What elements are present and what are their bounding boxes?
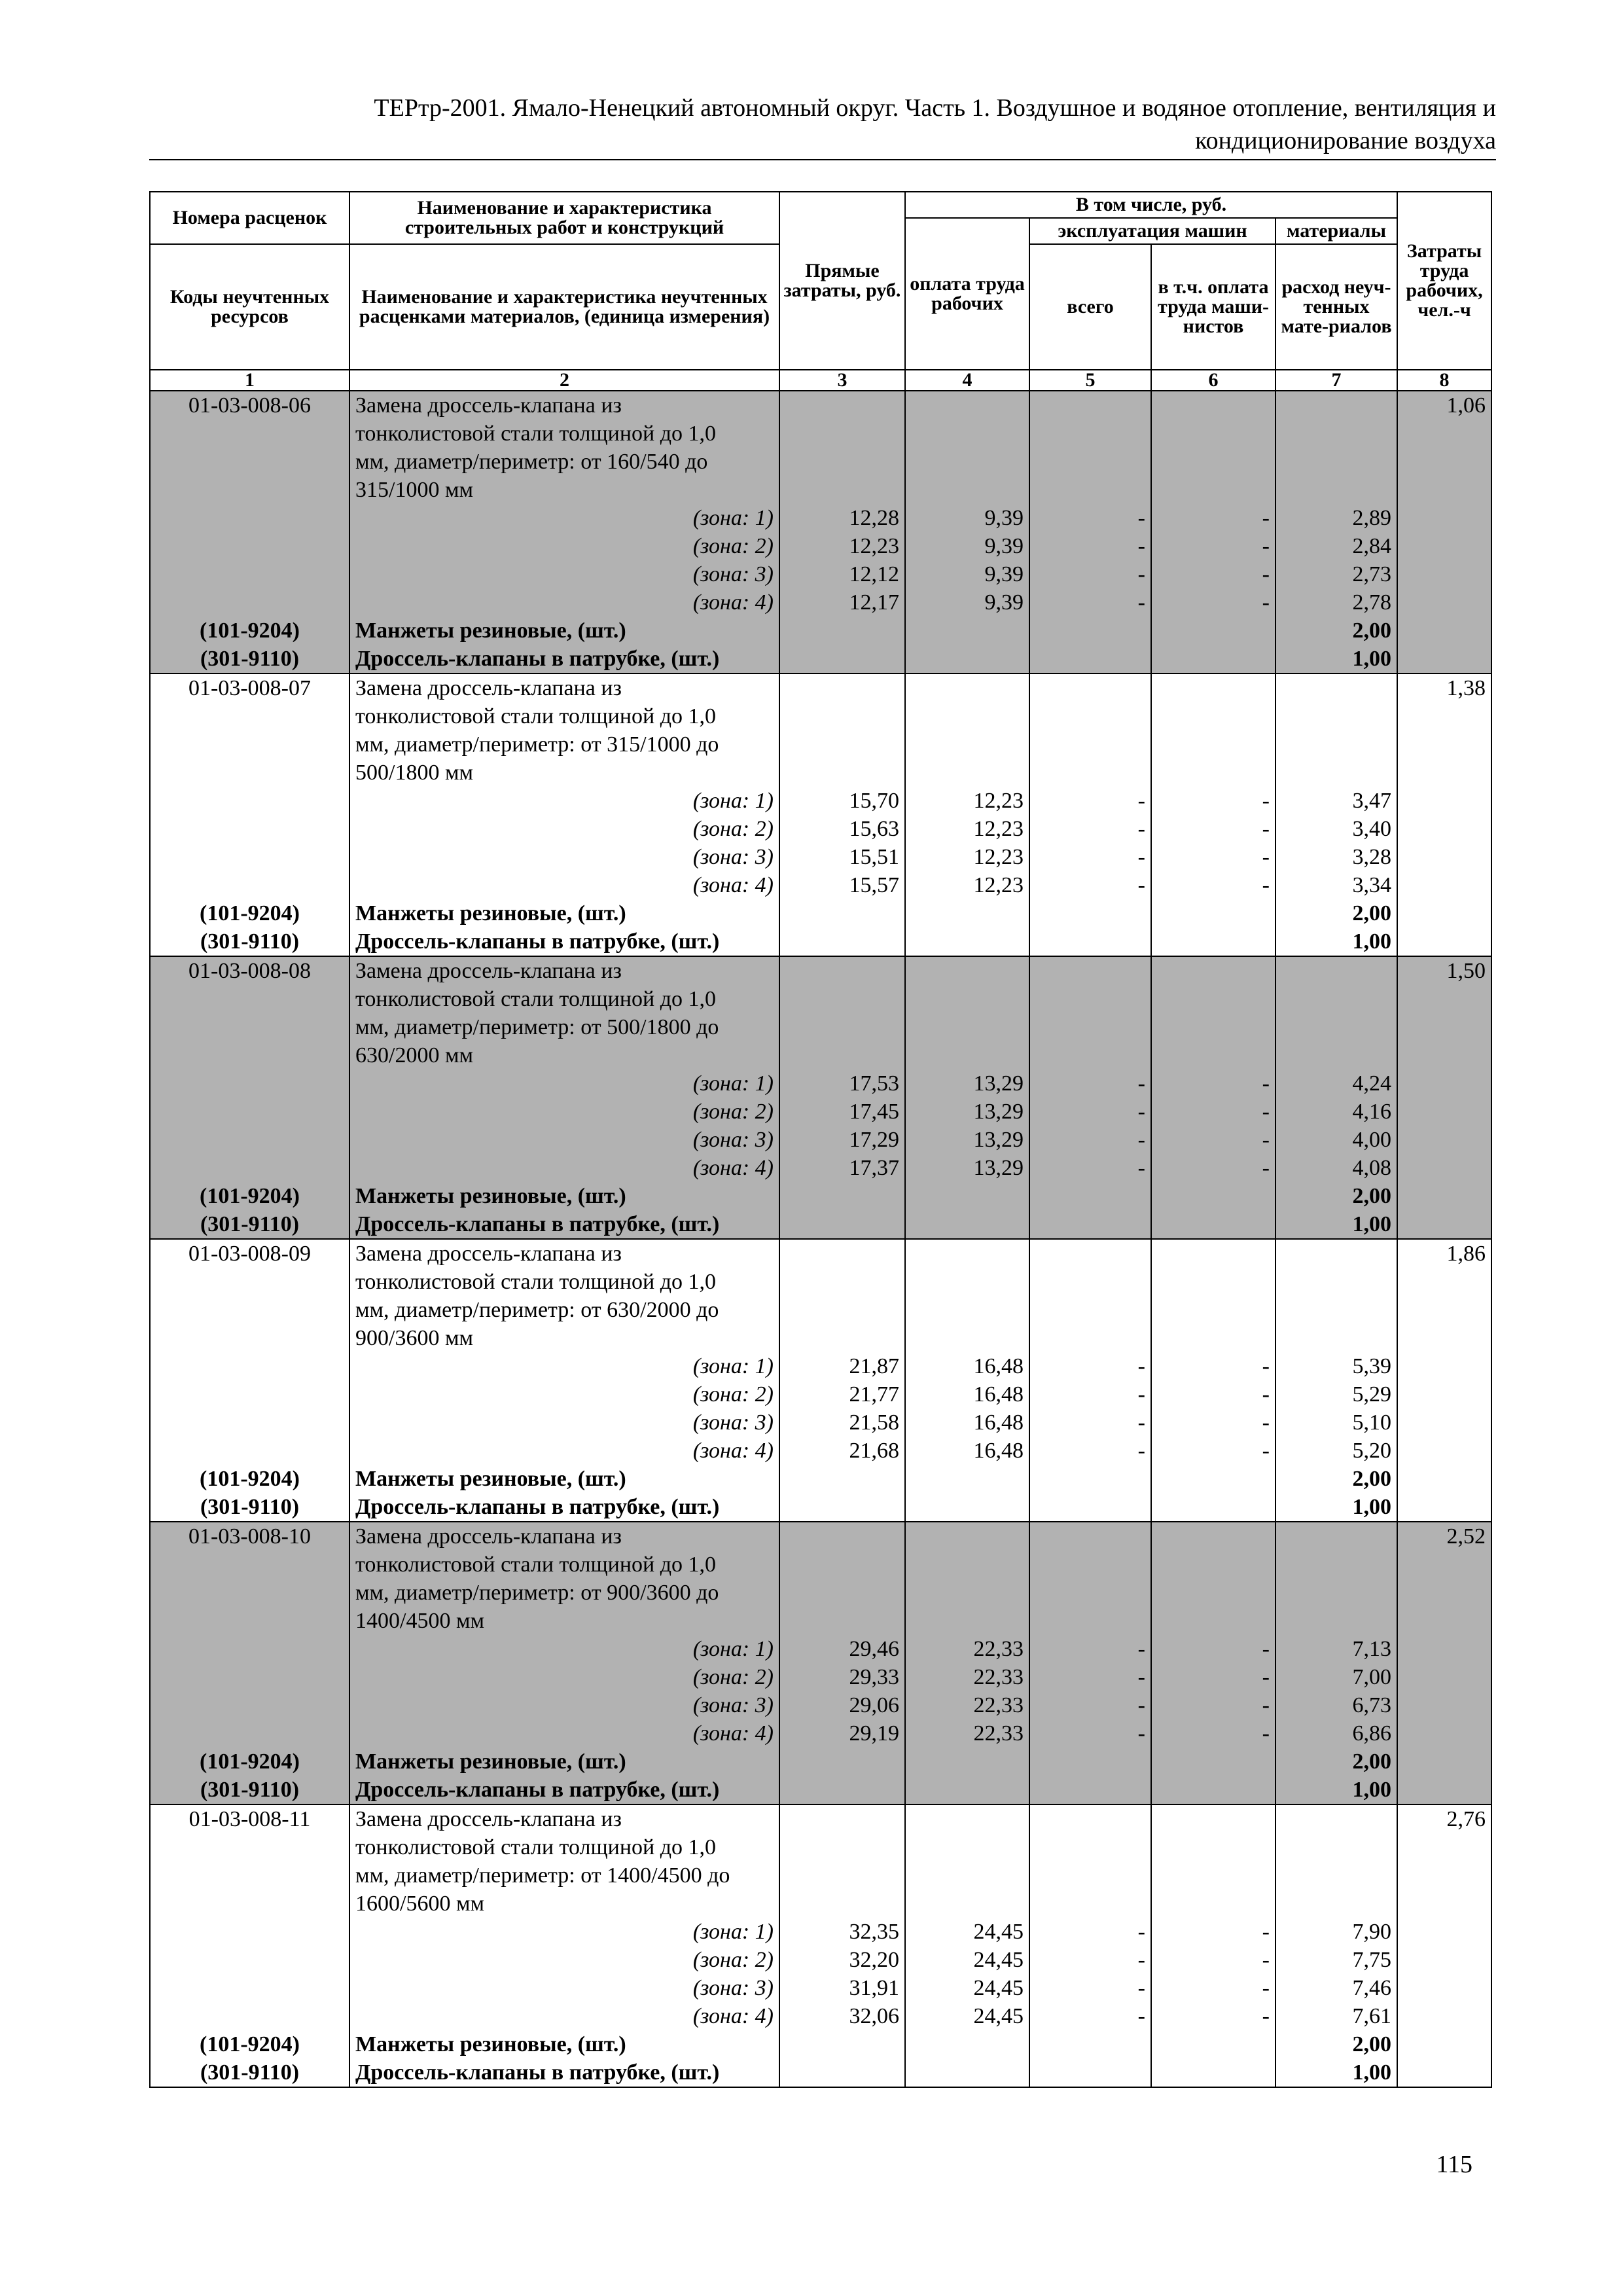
zone-row bbox=[150, 1635, 1491, 1663]
worker-wages: 12,23 bbox=[905, 815, 1029, 843]
machines-header: эксплуатация машин bbox=[1029, 218, 1275, 244]
worker-wages: 22,33 bbox=[905, 1719, 1029, 1748]
description-line: Замена дроссель-клапана из bbox=[355, 959, 622, 983]
rate-description-row bbox=[150, 1804, 1491, 1918]
running-header bbox=[149, 92, 1496, 157]
machines-total: - bbox=[1029, 1098, 1151, 1126]
zone-label: (зона: 2) bbox=[349, 815, 779, 843]
worker-wages: 16,48 bbox=[905, 1352, 1029, 1380]
description-line: тонколистовой стали толщиной до 1,0 bbox=[355, 1270, 717, 1294]
zone-row bbox=[150, 560, 1491, 588]
description-line: Замена дроссель-клапана из bbox=[355, 393, 622, 418]
zone-row bbox=[150, 1069, 1491, 1098]
direct-cost: 32,35 bbox=[779, 1918, 905, 1946]
labor-hours: 2,52 bbox=[1397, 1522, 1491, 1635]
machinists-wages: - bbox=[1151, 1635, 1275, 1663]
labor-hours: 1,86 bbox=[1397, 1239, 1491, 1352]
running-header-line-2: кондиционирование воздуха bbox=[1195, 127, 1496, 154]
worker-wages: 24,45 bbox=[905, 1918, 1029, 1946]
description-line: мм, диаметр/периметр: от 500/1800 до bbox=[355, 1015, 719, 1039]
materials-cost: 4,00 bbox=[1275, 1126, 1397, 1154]
rate-description-row bbox=[150, 673, 1491, 787]
direct-cost: 17,53 bbox=[779, 1069, 905, 1098]
machinists-wages: - bbox=[1151, 1437, 1275, 1465]
zone-label: (зона: 3) bbox=[349, 1126, 779, 1154]
rate-code: 01-03-008-06 bbox=[150, 391, 349, 504]
resource-row bbox=[150, 927, 1491, 956]
machinists-wages: - bbox=[1151, 1408, 1275, 1437]
rate-description-row bbox=[150, 1522, 1491, 1635]
zone-row bbox=[150, 1408, 1491, 1437]
materials-cost: 7,46 bbox=[1275, 1974, 1397, 2002]
machinists-wages: - bbox=[1151, 1946, 1275, 1974]
resource-row bbox=[150, 899, 1491, 927]
col1-top-header: Номера расценок bbox=[150, 192, 349, 244]
description-line: 500/1800 мм bbox=[355, 761, 473, 785]
materials-cost: 2,78 bbox=[1275, 588, 1397, 617]
direct-cost: 32,06 bbox=[779, 2002, 905, 2030]
direct-cost: 12,12 bbox=[779, 560, 905, 588]
description-line: мм, диаметр/периметр: от 1400/4500 до bbox=[355, 1863, 730, 1888]
description-line: 1400/4500 мм bbox=[355, 1609, 484, 1633]
resource-code: (101-9204) bbox=[150, 617, 349, 645]
resource-quantity: 1,00 bbox=[1275, 2058, 1397, 2087]
zone-label: (зона: 2) bbox=[349, 1663, 779, 1691]
description-line: мм, диаметр/периметр: от 315/1000 до bbox=[355, 732, 719, 757]
direct-cost: 17,29 bbox=[779, 1126, 905, 1154]
machinists-wages: - bbox=[1151, 1974, 1275, 2002]
worker-wages: 16,48 bbox=[905, 1437, 1029, 1465]
machinists-wages: - bbox=[1151, 532, 1275, 560]
machines-total: - bbox=[1029, 1918, 1151, 1946]
direct-cost: 21,87 bbox=[779, 1352, 905, 1380]
resource-quantity: 1,00 bbox=[1275, 1776, 1397, 1804]
materials-cost: 2,84 bbox=[1275, 532, 1397, 560]
zone-label: (зона: 3) bbox=[349, 1691, 779, 1719]
materials-cost: 5,10 bbox=[1275, 1408, 1397, 1437]
column-number: 1 bbox=[150, 370, 349, 391]
worker-wages: 12,23 bbox=[905, 871, 1029, 899]
unaccounted-materials-header: расход неуч-тенных мате-риалов bbox=[1275, 244, 1397, 370]
zone-row bbox=[150, 1946, 1491, 1974]
zone-label: (зона: 2) bbox=[349, 1380, 779, 1408]
resource-code: (301-9110) bbox=[150, 645, 349, 673]
rate-description-row bbox=[150, 391, 1491, 504]
col1-bottom-header: Коды неучтенных ресурсов bbox=[150, 244, 349, 370]
machinists-wages: - bbox=[1151, 2002, 1275, 2030]
worker-wages: 24,45 bbox=[905, 2002, 1029, 2030]
zone-label: (зона: 4) bbox=[349, 2002, 779, 2030]
machines-total: - bbox=[1029, 815, 1151, 843]
materials-cost: 3,47 bbox=[1275, 787, 1397, 815]
materials-cost: 3,40 bbox=[1275, 815, 1397, 843]
resource-quantity: 1,00 bbox=[1275, 1210, 1397, 1239]
direct-cost: 29,33 bbox=[779, 1663, 905, 1691]
resource-code: (101-9204) bbox=[150, 1748, 349, 1776]
description-line: Замена дроссель-клапана из bbox=[355, 1242, 622, 1266]
zone-label: (зона: 4) bbox=[349, 1154, 779, 1182]
machinists-wages: - bbox=[1151, 1719, 1275, 1748]
resource-name: Дроссель-клапаны в патрубке, (шт.) bbox=[349, 1210, 779, 1239]
resource-code: (101-9204) bbox=[150, 1465, 349, 1493]
zone-row bbox=[150, 843, 1491, 871]
rate-code: 01-03-008-11 bbox=[150, 1804, 349, 1918]
direct-cost: 21,68 bbox=[779, 1437, 905, 1465]
zone-label: (зона: 3) bbox=[349, 843, 779, 871]
worker-wages: 9,39 bbox=[905, 504, 1029, 532]
resource-row bbox=[150, 2058, 1491, 2087]
zone-row bbox=[150, 871, 1491, 899]
materials-cost: 4,24 bbox=[1275, 1069, 1397, 1098]
rate-description-row bbox=[150, 956, 1491, 1069]
zone-label: (зона: 3) bbox=[349, 1974, 779, 2002]
worker-wages: 9,39 bbox=[905, 532, 1029, 560]
resource-name: Дроссель-клапаны в патрубке, (шт.) bbox=[349, 1493, 779, 1522]
column-number: 5 bbox=[1029, 370, 1151, 391]
resource-row bbox=[150, 1776, 1491, 1804]
machines-total: - bbox=[1029, 871, 1151, 899]
zone-label: (зона: 4) bbox=[349, 871, 779, 899]
zone-row bbox=[150, 1126, 1491, 1154]
worker-wages: 16,48 bbox=[905, 1380, 1029, 1408]
resource-row bbox=[150, 617, 1491, 645]
machines-total: - bbox=[1029, 1352, 1151, 1380]
direct-cost: 15,63 bbox=[779, 815, 905, 843]
materials-cost: 2,73 bbox=[1275, 560, 1397, 588]
materials-cost: 4,16 bbox=[1275, 1098, 1397, 1126]
table-head bbox=[150, 192, 1491, 391]
description-line: мм, диаметр/периметр: от 900/3600 до bbox=[355, 1581, 719, 1605]
resource-name: Манжеты резиновые, (шт.) bbox=[349, 1748, 779, 1776]
machinists-wages: - bbox=[1151, 1918, 1275, 1946]
machines-total: - bbox=[1029, 560, 1151, 588]
description-line: 630/2000 мм bbox=[355, 1043, 473, 1067]
resource-name: Манжеты резиновые, (шт.) bbox=[349, 617, 779, 645]
description-line: тонколистовой стали толщиной до 1,0 bbox=[355, 704, 717, 728]
resource-row bbox=[150, 2030, 1491, 2058]
resource-name: Манжеты резиновые, (шт.) bbox=[349, 2030, 779, 2058]
machines-total: - bbox=[1029, 1691, 1151, 1719]
description-line: тонколистовой стали толщиной до 1,0 bbox=[355, 987, 717, 1011]
direct-cost: 32,20 bbox=[779, 1946, 905, 1974]
resource-name: Манжеты резиновые, (шт.) bbox=[349, 1465, 779, 1493]
description-line: 900/3600 мм bbox=[355, 1326, 473, 1350]
materials-cost: 5,39 bbox=[1275, 1352, 1397, 1380]
zone-row bbox=[150, 1918, 1491, 1946]
worker-wages: 13,29 bbox=[905, 1126, 1029, 1154]
materials-header: материалы bbox=[1275, 218, 1397, 244]
resource-quantity: 2,00 bbox=[1275, 2030, 1397, 2058]
rate-description bbox=[349, 956, 779, 1069]
machines-total: - bbox=[1029, 1663, 1151, 1691]
machines-total-header: всего bbox=[1029, 244, 1151, 370]
column-number: 2 bbox=[349, 370, 779, 391]
machinists-wages: - bbox=[1151, 1098, 1275, 1126]
zone-row bbox=[150, 1352, 1491, 1380]
zone-row bbox=[150, 1691, 1491, 1719]
resource-quantity: 2,00 bbox=[1275, 1465, 1397, 1493]
description-line: тонколистовой стали толщиной до 1,0 bbox=[355, 1552, 717, 1577]
materials-cost: 7,00 bbox=[1275, 1663, 1397, 1691]
resource-code: (101-9204) bbox=[150, 2030, 349, 2058]
machinists-wages: - bbox=[1151, 1154, 1275, 1182]
resource-name: Дроссель-клапаны в патрубке, (шт.) bbox=[349, 645, 779, 673]
column-number: 3 bbox=[779, 370, 905, 391]
zone-label: (зона: 1) bbox=[349, 1918, 779, 1946]
worker-wages: 13,29 bbox=[905, 1098, 1029, 1126]
description-line: тонколистовой стали толщиной до 1,0 bbox=[355, 422, 717, 446]
zone-label: (зона: 4) bbox=[349, 1719, 779, 1748]
page-number: 115 bbox=[1436, 2151, 1472, 2178]
machinists-wages: - bbox=[1151, 1663, 1275, 1691]
machines-total: - bbox=[1029, 1974, 1151, 2002]
zone-label: (зона: 4) bbox=[349, 1437, 779, 1465]
worker-wages: 24,45 bbox=[905, 1946, 1029, 1974]
description-line: мм, диаметр/периметр: от 630/2000 до bbox=[355, 1298, 719, 1322]
machines-total: - bbox=[1029, 1408, 1151, 1437]
rate-code: 01-03-008-08 bbox=[150, 956, 349, 1069]
rate-description bbox=[349, 673, 779, 787]
machines-total: - bbox=[1029, 532, 1151, 560]
resource-quantity: 2,00 bbox=[1275, 1182, 1397, 1210]
rates-table bbox=[149, 191, 1492, 2088]
description-line: Замена дроссель-клапана из bbox=[355, 1807, 622, 1831]
rate-description bbox=[349, 1804, 779, 1918]
description-line: мм, диаметр/периметр: от 160/540 до bbox=[355, 450, 708, 474]
direct-cost: 29,06 bbox=[779, 1691, 905, 1719]
direct-cost: 29,46 bbox=[779, 1635, 905, 1663]
description-line: 1600/5600 мм bbox=[355, 1892, 484, 1916]
machines-total: - bbox=[1029, 843, 1151, 871]
resource-code: (101-9204) bbox=[150, 1182, 349, 1210]
materials-cost: 5,29 bbox=[1275, 1380, 1397, 1408]
resource-name: Манжеты резиновые, (шт.) bbox=[349, 1182, 779, 1210]
worker-wages: 22,33 bbox=[905, 1635, 1029, 1663]
zone-label: (зона: 4) bbox=[349, 588, 779, 617]
materials-cost: 2,89 bbox=[1275, 504, 1397, 532]
zone-label: (зона: 2) bbox=[349, 1098, 779, 1126]
rate-block bbox=[150, 956, 1491, 1239]
resource-code: (301-9110) bbox=[150, 927, 349, 956]
description-line: тонколистовой стали толщиной до 1,0 bbox=[355, 1835, 717, 1859]
zone-label: (зона: 3) bbox=[349, 1408, 779, 1437]
resource-name: Дроссель-клапаны в патрубке, (шт.) bbox=[349, 927, 779, 956]
zone-row bbox=[150, 504, 1491, 532]
worker-wages: 13,29 bbox=[905, 1154, 1029, 1182]
rate-block bbox=[150, 673, 1491, 956]
worker-wages: 24,45 bbox=[905, 1974, 1029, 2002]
worker-wages: 22,33 bbox=[905, 1691, 1029, 1719]
materials-cost: 3,28 bbox=[1275, 843, 1397, 871]
materials-cost: 7,75 bbox=[1275, 1946, 1397, 1974]
column-numbers-row bbox=[150, 370, 1491, 391]
zone-row bbox=[150, 815, 1491, 843]
resource-quantity: 1,00 bbox=[1275, 645, 1397, 673]
materials-cost: 6,73 bbox=[1275, 1691, 1397, 1719]
direct-cost: 15,51 bbox=[779, 843, 905, 871]
labor-hours: 2,76 bbox=[1397, 1804, 1491, 1918]
description-line: 315/1000 мм bbox=[355, 478, 473, 502]
direct-cost: 12,28 bbox=[779, 504, 905, 532]
rate-description bbox=[349, 1522, 779, 1635]
zone-row bbox=[150, 1098, 1491, 1126]
zone-row bbox=[150, 532, 1491, 560]
resource-code: (101-9204) bbox=[150, 899, 349, 927]
description-line: Замена дроссель-клапана из bbox=[355, 1524, 622, 1549]
zone-row bbox=[150, 1437, 1491, 1465]
rate-code: 01-03-008-10 bbox=[150, 1522, 349, 1635]
worker-wages: 9,39 bbox=[905, 588, 1029, 617]
zone-row bbox=[150, 588, 1491, 617]
machinists-wages: - bbox=[1151, 1069, 1275, 1098]
direct-cost: 12,17 bbox=[779, 588, 905, 617]
machinists-wages: - bbox=[1151, 787, 1275, 815]
worker-wages: 9,39 bbox=[905, 560, 1029, 588]
direct-cost: 15,70 bbox=[779, 787, 905, 815]
rate-description bbox=[349, 391, 779, 504]
direct-cost: 17,45 bbox=[779, 1098, 905, 1126]
machines-total: - bbox=[1029, 1635, 1151, 1663]
machines-total: - bbox=[1029, 1946, 1151, 1974]
resource-row bbox=[150, 645, 1491, 673]
worker-wages: 16,48 bbox=[905, 1408, 1029, 1437]
in-total-header: В том числе, руб. bbox=[905, 192, 1397, 218]
resource-code: (301-9110) bbox=[150, 1776, 349, 1804]
column-number: 4 bbox=[905, 370, 1029, 391]
rate-block bbox=[150, 1239, 1491, 1522]
machines-total: - bbox=[1029, 787, 1151, 815]
zone-label: (зона: 3) bbox=[349, 560, 779, 588]
direct-costs-header: Прямые затраты, руб. bbox=[779, 192, 905, 370]
machinists-wages-header: в т.ч. оплата труда маши-нистов bbox=[1151, 244, 1275, 370]
rate-code: 01-03-008-09 bbox=[150, 1239, 349, 1352]
machinists-wages: - bbox=[1151, 843, 1275, 871]
machines-total: - bbox=[1029, 1154, 1151, 1182]
resource-quantity: 1,00 bbox=[1275, 927, 1397, 956]
resource-name: Дроссель-клапаны в патрубке, (шт.) bbox=[349, 1776, 779, 1804]
direct-cost: 21,58 bbox=[779, 1408, 905, 1437]
direct-cost: 31,91 bbox=[779, 1974, 905, 2002]
resource-quantity: 2,00 bbox=[1275, 1748, 1397, 1776]
worker-wages: 13,29 bbox=[905, 1069, 1029, 1098]
labor-hours: 1,50 bbox=[1397, 956, 1491, 1069]
machines-total: - bbox=[1029, 1437, 1151, 1465]
column-number: 6 bbox=[1151, 370, 1275, 391]
machines-total: - bbox=[1029, 588, 1151, 617]
machines-total: - bbox=[1029, 1380, 1151, 1408]
description-line: Замена дроссель-клапана из bbox=[355, 676, 622, 700]
resource-code: (301-9110) bbox=[150, 1210, 349, 1239]
machines-total: - bbox=[1029, 1719, 1151, 1748]
labor-hours: 1,06 bbox=[1397, 391, 1491, 504]
zone-label: (зона: 1) bbox=[349, 787, 779, 815]
materials-cost: 6,86 bbox=[1275, 1719, 1397, 1748]
rate-block bbox=[150, 1522, 1491, 1804]
resource-code: (301-9110) bbox=[150, 2058, 349, 2087]
resource-name: Дроссель-клапаны в патрубке, (шт.) bbox=[349, 2058, 779, 2087]
zone-label: (зона: 1) bbox=[349, 1069, 779, 1098]
materials-cost: 7,90 bbox=[1275, 1918, 1397, 1946]
resource-row bbox=[150, 1465, 1491, 1493]
resource-row bbox=[150, 1748, 1491, 1776]
zone-row bbox=[150, 1380, 1491, 1408]
col2-bottom-header: Наименование и характеристика неучтенных расценками материалов, (единица измерения) bbox=[349, 244, 779, 370]
worker-wages: 12,23 bbox=[905, 787, 1029, 815]
direct-cost: 17,37 bbox=[779, 1154, 905, 1182]
direct-cost: 21,77 bbox=[779, 1380, 905, 1408]
machines-total: - bbox=[1029, 504, 1151, 532]
worker-wages: 12,23 bbox=[905, 843, 1029, 871]
running-header-line-1: ТЕРтр-2001. Ямало-Ненецкий автономный округ. Часть 1. Воздушное и водяное отопление, вентиляция и bbox=[374, 94, 1496, 122]
zone-label: (зона: 1) bbox=[349, 1352, 779, 1380]
machinists-wages: - bbox=[1151, 560, 1275, 588]
materials-cost: 7,13 bbox=[1275, 1635, 1397, 1663]
resource-quantity: 2,00 bbox=[1275, 617, 1397, 645]
materials-cost: 3,34 bbox=[1275, 871, 1397, 899]
column-number: 8 bbox=[1397, 370, 1491, 391]
zone-row bbox=[150, 787, 1491, 815]
zone-label: (зона: 2) bbox=[349, 532, 779, 560]
resource-row bbox=[150, 1182, 1491, 1210]
rate-description bbox=[349, 1239, 779, 1352]
machines-total: - bbox=[1029, 2002, 1151, 2030]
direct-cost: 29,19 bbox=[779, 1719, 905, 1748]
resource-code: (301-9110) bbox=[150, 1493, 349, 1522]
rate-block bbox=[150, 391, 1491, 673]
materials-cost: 4,08 bbox=[1275, 1154, 1397, 1182]
resource-quantity: 2,00 bbox=[1275, 899, 1397, 927]
zone-row bbox=[150, 1663, 1491, 1691]
machinists-wages: - bbox=[1151, 504, 1275, 532]
worker-wages: 22,33 bbox=[905, 1663, 1029, 1691]
header-rule bbox=[149, 159, 1496, 160]
col2-top-header: Наименование и характеристика строительных работ и конструкций bbox=[349, 192, 779, 244]
direct-cost: 12,23 bbox=[779, 532, 905, 560]
rate-code: 01-03-008-07 bbox=[150, 673, 349, 787]
column-number: 7 bbox=[1275, 370, 1397, 391]
machinists-wages: - bbox=[1151, 1691, 1275, 1719]
zone-row bbox=[150, 2002, 1491, 2030]
zone-row bbox=[150, 1974, 1491, 2002]
zone-label: (зона: 2) bbox=[349, 1946, 779, 1974]
machinists-wages: - bbox=[1151, 1352, 1275, 1380]
machinists-wages: - bbox=[1151, 1126, 1275, 1154]
wages-header: оплата труда рабочих bbox=[905, 218, 1029, 370]
zone-label: (зона: 1) bbox=[349, 1635, 779, 1663]
zone-row bbox=[150, 1719, 1491, 1748]
resource-row bbox=[150, 1210, 1491, 1239]
machinists-wages: - bbox=[1151, 815, 1275, 843]
materials-cost: 7,61 bbox=[1275, 2002, 1397, 2030]
direct-cost: 15,57 bbox=[779, 871, 905, 899]
resource-quantity: 1,00 bbox=[1275, 1493, 1397, 1522]
zone-label: (зона: 1) bbox=[349, 504, 779, 532]
machinists-wages: - bbox=[1151, 871, 1275, 899]
machinists-wages: - bbox=[1151, 1380, 1275, 1408]
resource-name: Манжеты резиновые, (шт.) bbox=[349, 899, 779, 927]
machines-total: - bbox=[1029, 1069, 1151, 1098]
labor-hours: 1,38 bbox=[1397, 673, 1491, 787]
materials-cost: 5,20 bbox=[1275, 1437, 1397, 1465]
resource-row bbox=[150, 1493, 1491, 1522]
machines-total: - bbox=[1029, 1126, 1151, 1154]
rate-description-row bbox=[150, 1239, 1491, 1352]
machinists-wages: - bbox=[1151, 588, 1275, 617]
zone-row bbox=[150, 1154, 1491, 1182]
labor-costs-header: Затраты труда рабочих, чел.-ч bbox=[1397, 192, 1491, 370]
rate-block bbox=[150, 1804, 1491, 2087]
